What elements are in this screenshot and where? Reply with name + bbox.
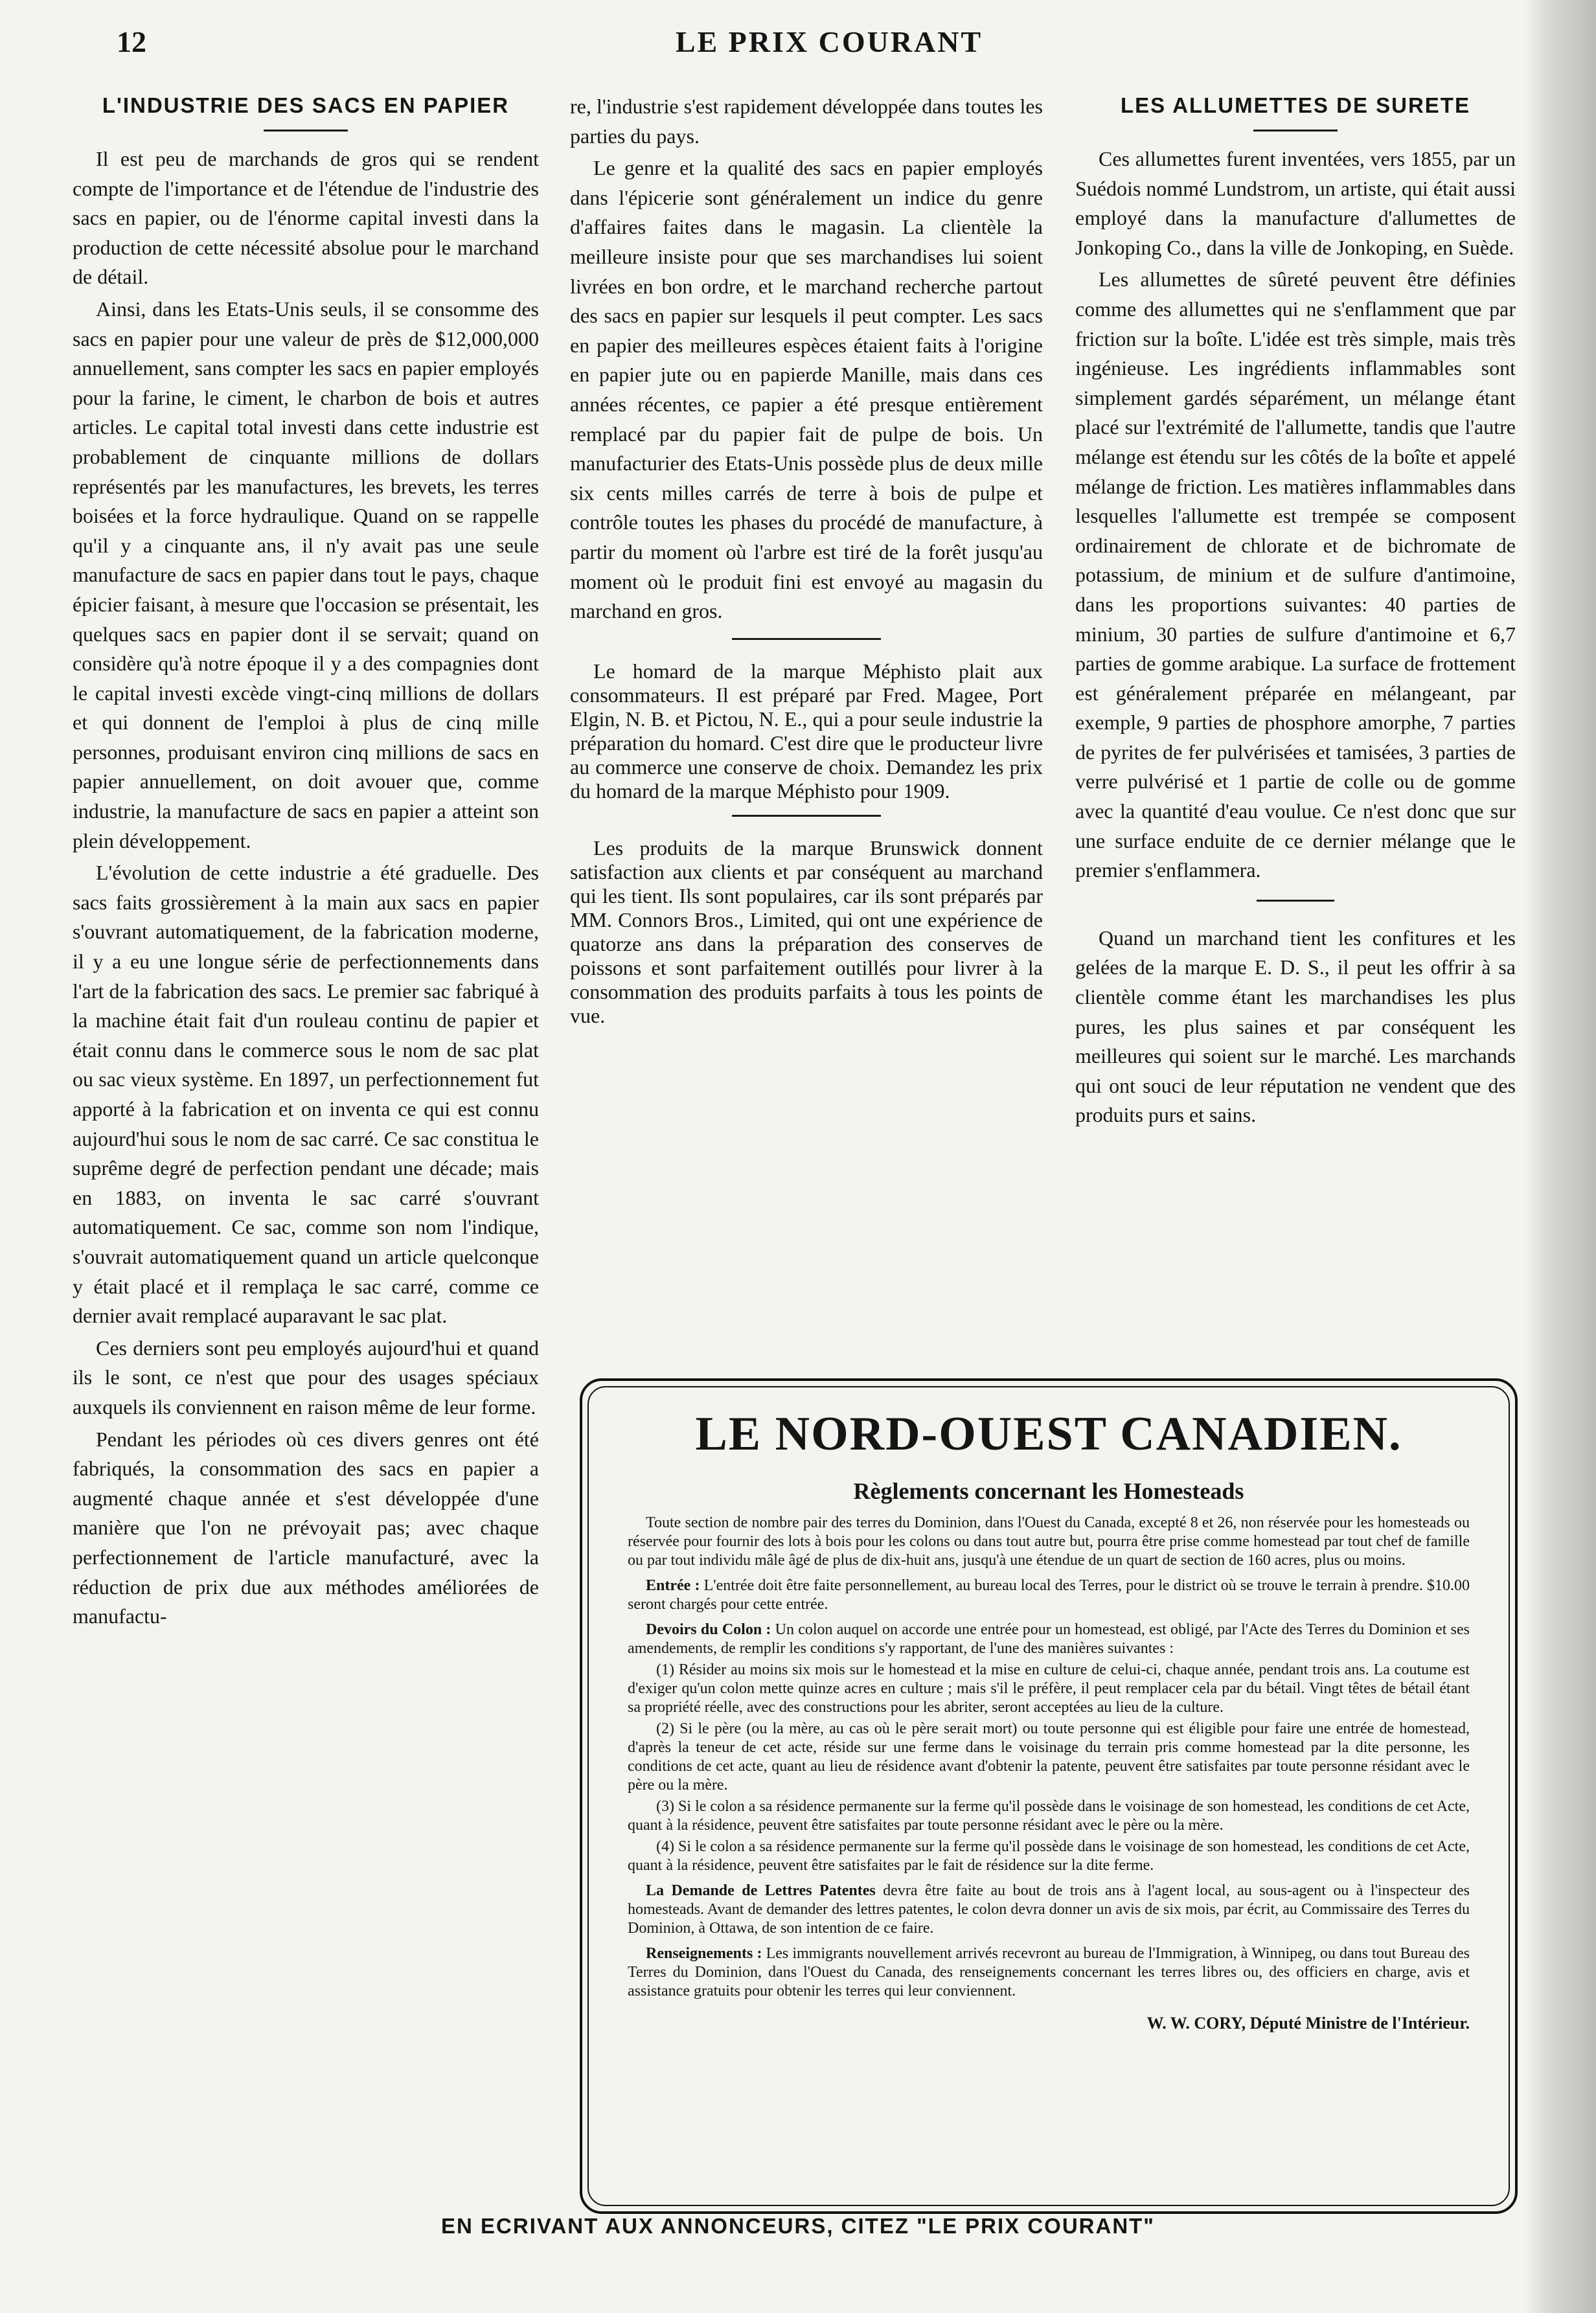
heading-rule <box>1253 130 1338 131</box>
notice-devoirs <box>628 1621 1470 1658</box>
paragraph: Pendant les périodes où ces divers genres ont été fabriqués, la consommation des sacs en papier a augmenté chaque année et s'est développée d'une manière que l'on ne prévoyait pas; avec chaque perfectionnement de l'article manufacturé, avec la réduction de prix due aux méthodes améliorées de manufactu- <box>73 1427 539 1628</box>
notice-text: L'entrée doit être faite personnellement, au bureau local des Terres, pour le district où se trouve le terrain à prendre. $10.00 seront chargés pour cette entrée. <box>628 1577 1470 1613</box>
paragraph: Ces allumettes furent inventées, vers 1855, par un Suédois nommé Lundstrom, un artiste, qui était aussi employé dans la manufacture d'allumettes de Jonkoping Co., dans la ville de Jonkoping, en Suède. <box>1075 147 1516 259</box>
notice-item: (1) Résider au moins six mois sur le homestead et la mise en culture de celui-ci, chaque année, pendant trois ans. La coutume est d'exiger qu'un colon mette quinze acres en culture ; mais s'il le préfère, il peut remplacer cela par du bétail. Vingt têtes de bétail étant sa propriété réelle, avec des constructions pour les abriter, seront acceptées au lieu de la culture. <box>628 1661 1470 1716</box>
notice-text: devra être faite au bout de trois ans à l'agent local, au sous-agent ou à l'inspecteur des homesteads. Avant de demander des lettres patentes, le colon devra donner un avis de six mois, par écrit, au Commissaire des Terres du Dominion, à Ottawa, de son intention de ce faire. <box>628 1882 1470 1937</box>
notice-inner-border <box>587 1386 1510 2206</box>
notice-brunswick: Les produits de la marque Brunswick donnent satisfaction aux clients et par conséquent au marchand qui les tient. Ils sont populaires, car ils sont préparés par MM. Connors Bros., Limited, qui ont une expérience de quatorze ans dans la préparation des conserves de poissons et sont parfaitement outillés pour livrer à la consommation des produits parfaits à tous les points de vue. <box>570 836 1043 1027</box>
notice-signature: W. W. CORY, Député Ministre de l'Intérieur. <box>1146 2014 1470 2033</box>
paragraph: L'évolution de cette industrie a été graduelle. Des sacs faits grossièrement à la main aux sacs en papier s'ouvrant automatiquement, de la fabrication moderne, il y a eu une longue série de perfectionnements dans l'art de la fabrication des sacs. Le premier sac fabriqué à la machine était fait d'un rouleau continu de papier et était connu dans le commerce sous le nom de sac plat ou sac vieux système. En 1897, un perfectionnement fut apporté à la fabrication et on inventa ce qui est connu aujourd'hui sous le nom de sac carré. Ce sac constitua le suprême degré de perfection pendant une décade; mais en 1883, on inventa le sac carré s'ouvrant automatiquement. Ce sac, comme son nom l'indique, s'ouvrait automatiquement quand un article quelconque y était placé et il remplaça le sac carré, comme ce dernier avait remplacé auparavant le sac plat. <box>73 861 539 1328</box>
notice-text: Un colon auquel on accorde une entrée pour un homestead, est obligé, par l'Acte des Terres du Dominion et ses amendements, de remplir les conditions s'y rapportant, de l'une des manières suivantes : <box>628 1621 1470 1657</box>
scan-edge-shadow <box>1525 0 1596 2313</box>
paragraph: Il est peu de marchands de gros qui se rendent compte de l'importance et de l'étendue de l'industrie des sacs en papier, ou de l'énorme capital investi dans la production de cette nécessité absolue pour le marchand de détail. <box>73 147 539 289</box>
column-sacs-papier <box>73 91 539 1632</box>
column-allumettes <box>1075 91 1516 1130</box>
section-rule <box>732 638 881 640</box>
notice-item: (3) Si le colon a sa résidence permanente sur la ferme qu'il possède dans le voisinage de son homestead, les conditions de cet Acte, quant à la résidence, peuvent être satisfaites par toute personne résidant avec le père ou la mère. <box>628 1798 1470 1834</box>
notice-lettres <box>628 1882 1470 1938</box>
notice-intro: Toute section de nombre pair des terres du Dominion, dans l'Ouest du Canada, excepté 8 et 26, non réservée pour les homesteads ou réservée pour fournir des lots à bois pour les colons ou dans tout autre but, pourra être prise comme homestead par tout chef de famille ou par tout individu mâle âgé de plus de dix-huit ans, jusqu'à une étendue de un quart de section de 160 acres, plus ou moins. <box>628 1514 1470 1569</box>
paragraph: Ces derniers sont peu employés aujourd'hui et quand ils le sont, ce n'est que pour des usages spéciaux auxquels ils conviennent en raison même de leur forme. <box>73 1336 539 1419</box>
page-number: 12 <box>117 25 146 58</box>
article-heading-sacs: L'INDUSTRIE DES SACS EN PAPIER <box>102 93 510 117</box>
paragraph: Le genre et la qualité des sacs en papier employés dans l'épicerie sont généralement un indice du genre d'affaires faites dans le magasin. La clientèle la meilleure insiste pour que ses marchandises lui soient livrées en bon ordre, et le marchand recherche partout des sacs en papier sur lesquels il peut compter. Les sacs en papier des meilleures espèces étaient faits à l'origine en papier jute ou en papierde Manille, mais dans ces années récentes, ce papier a été presque entièrement remplacé par du papier fait de pulpe de bois. Un manufacturier des Etats-Unis possède plus de deux mille six cents milles carrés de terre à bois de pulpe et contrôle toutes les phases du procédé de manufacture, à partir du moment où l'arbre est tiré de la forêt jusqu'au moment où le produit fini est envoyé au magasin du marchand en gros. <box>570 156 1043 623</box>
notice-renseignements <box>628 1944 1470 2001</box>
paragraph: Les allumettes de sûreté peuvent être définies comme des allumettes qui ne s'enflamment que par friction sur la boîte. L'idée est très simple, mais très ingénieuse. Les ingrédients inflammables sont simplement gardés séparément, un mélange étant placé sur l'extrémité de l'allumette, tandis que l'autre mélange est étendu sur les côtés de la boîte et appelé mélange de friction. Les matières inflammables dans lesquelles l'allumette est trempée se composent ordinairement de chlorate et de bichromate de potassium, de minium et de sulfure d'antimoine, dans les proportions suivantes: 40 parties de minium, 30 parties de sulfure d'antimoine et 6,7 parties de gomme arabique. La surface de frottement est généralement préparée en mélangeant, par exemple, 9 parties de phosphore amorphe, 7 parties de pyrites de fer pulvérisées et tamisées, 3 parties de verre pulvérisé et 1 partie de colle ou de gomme avec la quantité d'eau voulue. Ce n'est donc que sur une surface enduite de ce dernier mélange que le premier s'enflammera. <box>1075 268 1516 882</box>
paragraph: re, l'industrie s'est rapidement développée dans toutes les parties du pays. <box>570 95 1043 148</box>
notice-subtitle: Règlements concernant les Homesteads <box>853 1478 1244 1504</box>
notice-entree <box>628 1577 1470 1614</box>
homestead-notice-box <box>580 1378 1518 2214</box>
notice-text: Les immigrants nouvellement arrivés recevront au bureau de l'Immigration, à Winnipeg, ou dans tout Bureau des Terres du Dominion, dans l'Ouest du Canada, des renseignements concernant les terres libres ou, des officiers en charge, avis et assistance gratuits pour obtenir les terres qui leur conviennent. <box>628 1945 1470 2000</box>
notice-title: LE NORD-OUEST CANADIEN. <box>695 1407 1402 1461</box>
article-heading-allumettes: LES ALLUMETTES DE SURETE <box>1121 93 1470 117</box>
notice-eds: Quand un marchand tient les confitures et les gelées de la marque E. D. S., il peut les offrir à sa clientèle comme étant les marchandises les plus pures, les plus saines et par conséquent les meilleures qui soient sur le marché. Les marchands qui ont souci de leur réputation ne vendent que des produits purs et sains. <box>1075 926 1516 1127</box>
section-rule <box>1257 900 1334 902</box>
notice-homard-mephisto: Le homard de la marque Méphisto plait aux consommateurs. Il est préparé par Fred. Magee, Port Elgin, N. B. et Pictou, N. E., qui a pour seule industrie la préparation du homard. C'est dire que le producteur livre au commerce une conserve de choix. Demandez les prix du homard de la marque Méphisto pour 1909. <box>570 659 1043 803</box>
notice-item: (2) Si le père (ou la mère, au cas où le père serait mort) ou toute personne qui est éligible pour faire une entrée de homestead, d'après la teneur de cet acte, réside sur une ferme dans le voisinage du terrain pris comme homestead par la dite personne, les conditions de cet acte, quant au lieu de résidence avant d'obtenir la patente, peuvent être satisfaites par toute personne résidant avec le père ou la mère. <box>628 1720 1470 1794</box>
page-footer: EN ECRIVANT AUX ANNONCEURS, CITEZ "LE PRIX COURANT" <box>441 2214 1155 2238</box>
paragraph: Ainsi, dans les Etats-Unis seuls, il se consomme des sacs en papier pour une valeur de près de $12,000,000 annuellement, sans compter les sacs en papier employés pour la farine, le ciment, le charbon de bois et autres articles. Le capital total investi dans cette industrie est probablement de cinquante millions de dollars représentés par les manufactures, les brevets, les terres boisées et la force hydraulique. Quand on se rappelle qu'il y a cinquante ans, il n'y avait pas une seule manufacture de sacs en papier dans tout le pays, chaque épicier faisant, à mesure que l'occasion se présentait, les quelques sacs en papier dont il se servait; quand on considère qu'à notre époque il y a des compagnies dont le capital investi excède vingt-cinq millions de dollars et qui donnent de l'emploi à plus de cinq mille personnes, produisant environ cinq millions de sacs en papier annuellement, on doit avouer que, comme industrie, la manufacture de sacs en papier a atteint son plein développement. <box>73 297 539 852</box>
lead-label: La Demande de Lettres Patentes <box>646 1882 876 1899</box>
lead-label: Renseignements : <box>646 1945 762 1962</box>
column-middle <box>570 92 1043 1028</box>
section-rule <box>732 815 881 817</box>
notice-item: (4) Si le colon a sa résidence permanente sur la ferme qu'il possède dans le voisinage de son homestead, les conditions de cet Acte, quant à la résidence, peuvent être satisfaites par le fait de résidence sur la dite ferme. <box>628 1838 1470 1874</box>
lead-label: Entrée : <box>646 1577 700 1594</box>
lead-label: Devoirs du Colon : <box>646 1621 771 1638</box>
masthead: LE PRIX COURANT <box>675 25 983 58</box>
heading-rule <box>264 130 348 131</box>
